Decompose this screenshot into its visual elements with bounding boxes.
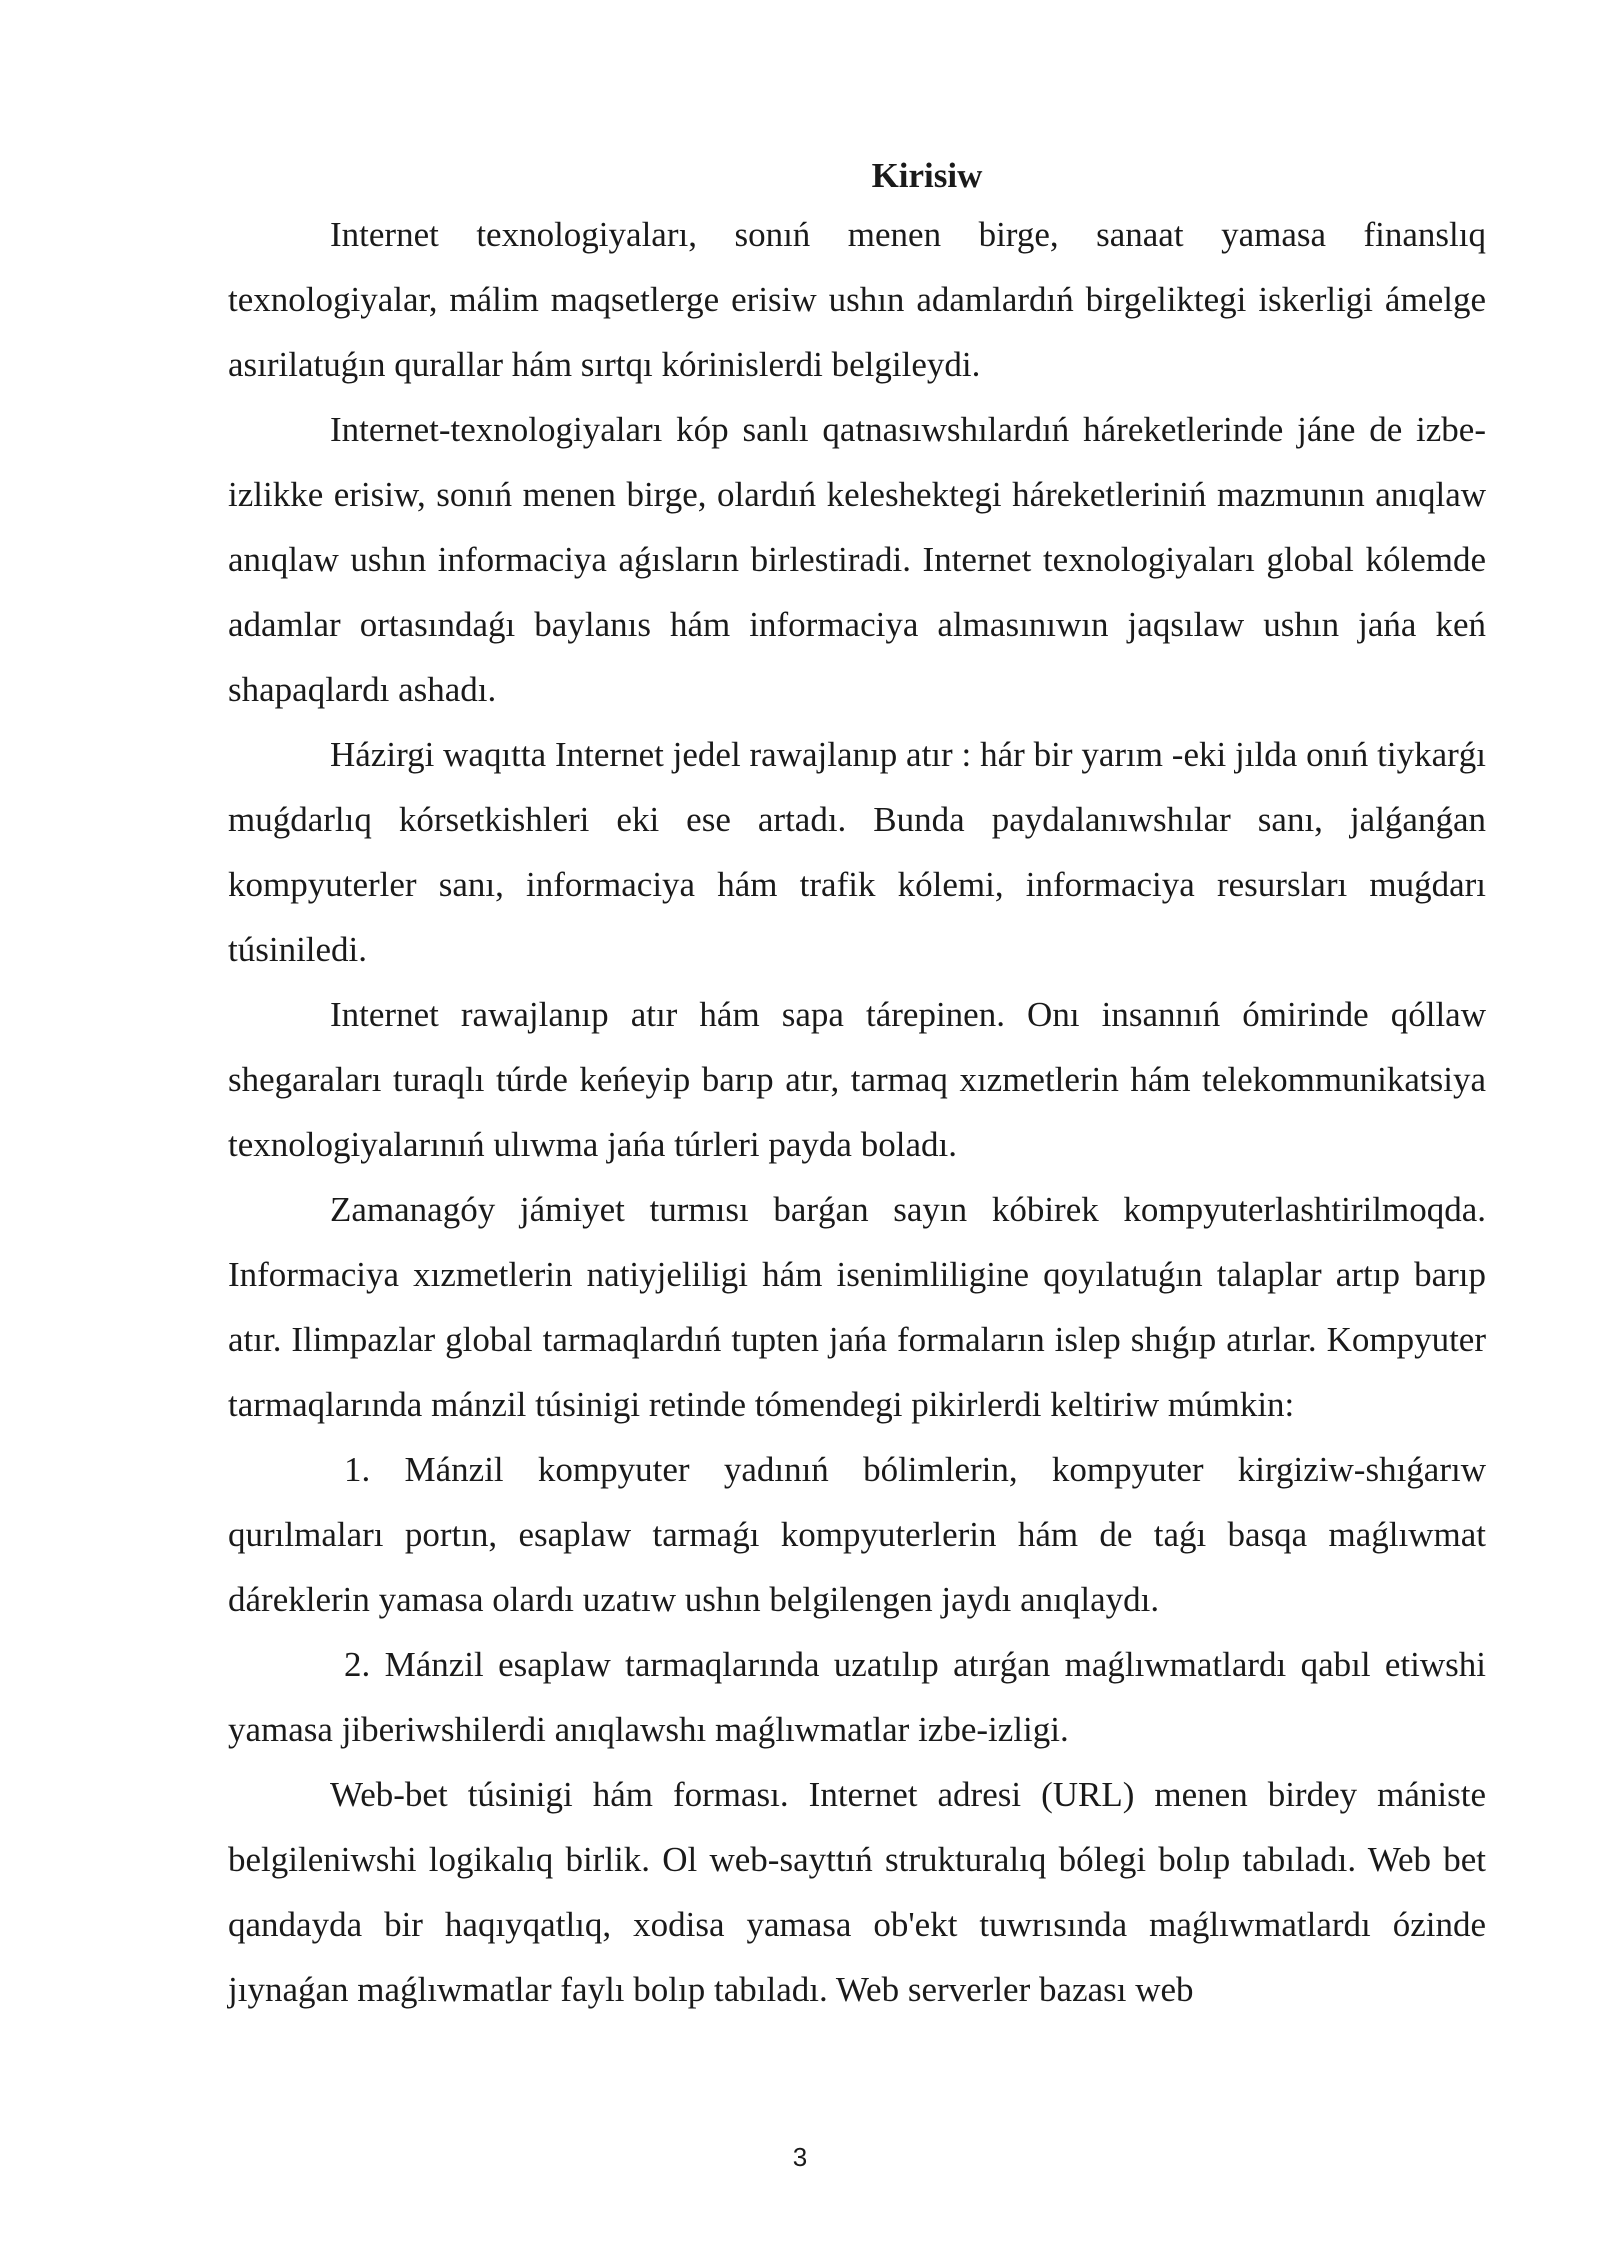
page-number: 3 [792,2142,808,2172]
paragraph-current-development: Házirgi waqıtta Internet jedel rawajlanıp atır : hár bir yarım -eki jılda onıń tiykarǵı muǵdarlıq kórsetkishleri eki ese artadı. Bunda paydalanıwshılar sanı, jalǵanǵan kompyuterler sanı, informaciya hám trafik kólemi, informaciya resursları muǵdarı túsiniledi. [228,735,1486,969]
paragraph-internet-technologies: Internet-texnologiyaları kóp sanlı qatnasıwshılardıń háreketlerinde jáne de izbe-izlikke erisiw, sonıń menen birge, olardıń keleshektegi háreketleriniń mazmunın anıqlaw anıqlaw ushın informaciya aǵısların birlestiradi. Internet texnologiyaları global kólemde adamlar ortasındaǵı baylanıs hám informaciya almasınıwın jaqsılaw ushın jańa keń shapaqlardı ashadı. [228,410,1486,709]
paragraph-quality-development: Internet rawajlanıp atır hám sapa tárepinen. Onı insannıń ómirinde qóllaw shegaraları turaqlı túrde keńeyip barıp atır, tarmaq xızmetlerin hám telekommunikatsiya texnologiyalarınıń ulıwma jańa túrleri payda boladı. [228,995,1486,1164]
list-item-2: 2. Mánzil esaplaw tarmaqlarında uzatılıp atırǵan maǵlıwmatlardı qabıl etiwshi yamasa jiberiwshilerdi anıqlawshı maǵlıwmatlar izbe-izligi. [228,1645,1486,1749]
paragraph-modern-society: Zamanagóy jámiyet turmısı barǵan sayın kóbirek kompyuterlashtirilmoqda. Informaciya xızmetlerin natiyjeliligi hám isenimliligine qoyılatuǵın talaplar artıp barıp atır. Ilimpazlar global tarmaqlardıń tupten jańa formaların islep shıǵıp atırlar. Kompyuter tarmaqlarında mánzil túsinigi retinde tómendegi pikirlerdi keltiriw múmkin: [228,1190,1486,1424]
paragraph-web-page: Web-bet túsinigi hám forması. Internet adresi (URL) menen birdey mániste belgileniwshi logikalıq birlik. Ol web-sayttıń strukturalıq bólegi bolıp tabıladı. Web bet qandayda bir haqıyqatlıq, xodisa yamasa ob'ekt tuwrısında maǵlıwmatlardı ózinde jıynaǵan maǵlıwmatlar faylı bolıp tabıladı. Web serverler bazası web [228,1775,1486,2009]
page-content [228,150,1486,2022]
list-item-1: 1. Mánzil kompyuter yadınıń bólimlerin, kompyuter kirgiziw-shıǵarıw qurılmaları portın, esaplaw tarmaǵı kompyuterlerin hám de taǵı basqa maǵlıwmat dáreklerin yamasa olardı uzatıw ushın belgilengen jaydı anıqlaydı. [228,1450,1486,1619]
section-title: Kirisiw [871,156,983,195]
paragraph-intro: Internet texnologiyaları, sonıń menen birge, sanaat yamasa finanslıq texnologiyalar, málim maqsetlerge erisiw ushın adamlardıń birgeliktegi iskerligi ámelge asırilatuǵın qurallar hám sırtqı kórinislerdi belgileydi. [228,215,1486,384]
